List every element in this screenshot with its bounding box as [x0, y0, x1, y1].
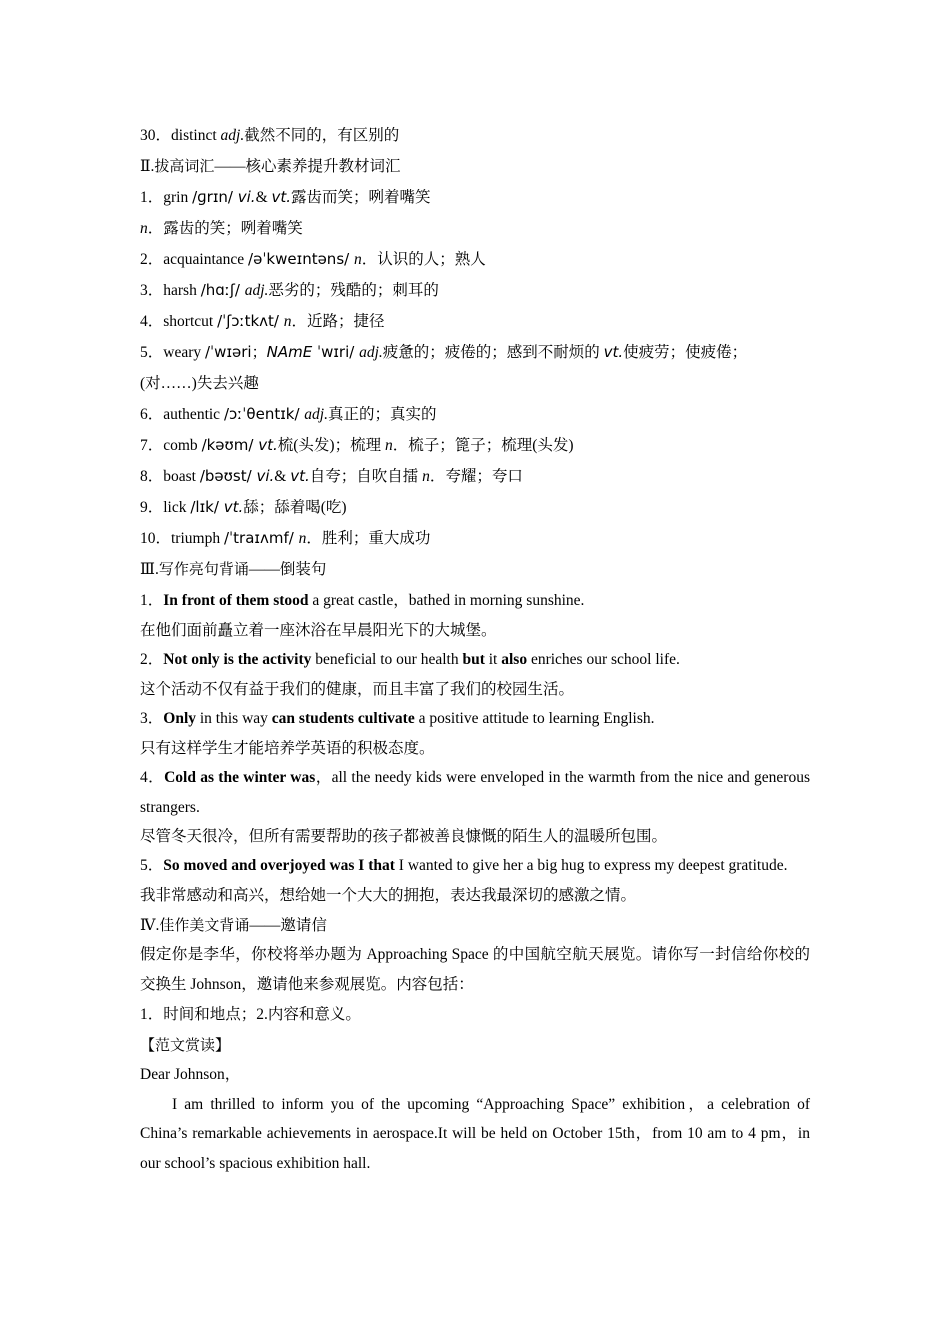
- part-of-speech: n: [422, 468, 430, 485]
- item-number: 4．: [140, 769, 165, 786]
- definition: 使疲劳；使疲倦；: [623, 344, 748, 361]
- phonetic: /hɑːʃ/: [200, 281, 245, 299]
- highlight: can students cultivate: [271, 710, 415, 727]
- document-page: [140, 120, 810, 1178]
- part-of-speech: vt.: [290, 467, 310, 485]
- sentence-text: it: [484, 651, 502, 668]
- highlight: Only: [163, 710, 196, 727]
- sentence-cn: 只有这样学生才能培养学英语的积极态度。: [140, 740, 435, 757]
- section-title: 写作亮句背诵: [158, 560, 249, 578]
- part-of-speech: vi.: [237, 188, 256, 206]
- sentence-text: a positive attitude to learning English.: [414, 710, 655, 727]
- highlight: but: [462, 651, 485, 668]
- word: 7．comb: [140, 437, 202, 454]
- sentence-text: in this way: [196, 710, 272, 727]
- conjunction: &: [255, 189, 272, 206]
- sentence-cn: 这个活动不仅有益于我们的健康，而且丰富了我们的校园生活。: [140, 681, 575, 698]
- definition: ．胜利；重大成功: [306, 530, 431, 547]
- item-number: 2．: [140, 651, 164, 668]
- vocab-item-continued: [140, 368, 810, 399]
- section-title: 拔高词汇: [154, 157, 215, 175]
- definition: (对……)失去兴趣: [140, 375, 259, 392]
- item-number: 5．: [140, 857, 164, 874]
- section-subtitle: ——邀请信: [249, 916, 327, 934]
- word: 10．triumph: [140, 530, 224, 547]
- sentence-en: [140, 645, 810, 675]
- word: 4．shortcut: [140, 313, 218, 330]
- part-of-speech: n: [353, 251, 362, 268]
- definition: ．近路；捷径: [291, 313, 385, 330]
- section-subtitle: ——核心素养提升教材词汇: [214, 158, 401, 175]
- word: 2．acquaintance: [140, 251, 249, 268]
- part-of-speech: adj.: [244, 282, 269, 299]
- part-of-speech: vt.: [223, 498, 244, 516]
- phonetic: /ˈwɪəri；: [205, 343, 267, 361]
- vocab-item: [140, 306, 810, 337]
- section-number: Ⅱ.: [140, 158, 155, 175]
- definition: ．梳子；篦子；梳理(头发): [392, 437, 574, 454]
- word: 1．grin: [140, 189, 193, 206]
- sentence-text: enriches our school life.: [527, 651, 680, 668]
- vocab-item: [140, 461, 810, 492]
- phonetic-variant-label: NAmE: [266, 343, 313, 361]
- phonetic: /lɪk/: [190, 498, 224, 516]
- word: 9．lick: [140, 499, 191, 516]
- letter-salutation: Dear Johnson，: [140, 1065, 241, 1083]
- phonetic: /əˈkweɪntəns/: [248, 250, 354, 268]
- writing-points: 1．时间和地点；2.内容和意义。: [140, 1005, 361, 1023]
- section-number: Ⅲ.: [140, 561, 159, 578]
- writing-prompt: 假定你是李华，你校将举办题为 Approaching Space 的中国航空航天展览。请你写一封信给你校的交换生 Johnson，邀请他来参观展览。内容包括：: [140, 945, 810, 993]
- definition: ．夸耀；夸口: [429, 468, 523, 485]
- definition: ．认识的人；熟人: [361, 251, 486, 268]
- highlight: Cold as the winter was: [164, 769, 316, 786]
- item-number: 1．: [140, 592, 164, 609]
- vocab-item: [140, 492, 810, 523]
- phonetic: /bəʊst/: [199, 467, 257, 485]
- model-label: 【范文赏读】: [140, 1035, 231, 1054]
- highlight: Not only is the activity: [163, 651, 312, 668]
- definition: 疲惫的；疲倦的；感到不耐烦的: [382, 344, 604, 361]
- part-of-speech: n: [140, 220, 148, 237]
- vocab-item-weary: [140, 337, 810, 368]
- sentence-cn: 尽管冬天很冷，但所有需要帮助的孩子都被善良慷慨的陌生人的温暖所包围。: [140, 828, 668, 845]
- letter-paragraph: I am thrilled to inform you of the upcoming “Approaching Space” exhibition，a celebration of China’s remarkable achievements in aerospace.It will be held on October 15th，from 10 am to 4 pm，in our school’s spacious exhibition hall.: [140, 1095, 810, 1172]
- part-of-speech: vt.: [271, 188, 292, 206]
- word: distinct: [171, 127, 221, 144]
- highlight: So moved and overjoyed was I that: [163, 857, 395, 874]
- definition: 恶劣的；残酷的；刺耳的: [268, 282, 439, 299]
- word: 6．authentic: [140, 406, 224, 423]
- vocab-item: [140, 399, 810, 430]
- item-number: 3．: [140, 710, 164, 727]
- sentence-text: a great castle，bathed in morning sunshine.: [308, 592, 585, 609]
- definition: 真正的；真实的: [327, 406, 437, 423]
- sentence-text: ，all the needy kids were enveloped in the warmth from the nice and generous strangers.: [140, 769, 810, 816]
- sentence-en: [140, 585, 810, 616]
- section-2-heading: [140, 151, 810, 182]
- word: 5．weary: [140, 344, 205, 361]
- sentence-cn: 我非常感动和高兴，想给她一个大大的拥抱，表达我最深切的感激之情。: [140, 886, 637, 904]
- part-of-speech: adj.: [304, 406, 328, 423]
- part-of-speech: n: [283, 313, 292, 330]
- definition: 截然不同的，有区别的: [244, 127, 400, 144]
- phonetic: /ɔːˈθentɪk/: [223, 405, 305, 423]
- section-number: Ⅳ.: [140, 916, 160, 934]
- sentence-text: beneficial to our health: [311, 651, 463, 668]
- section-title: 佳作美文背诵: [159, 915, 250, 934]
- sentence-cn: 在他们面前矗立着一座沐浴在早晨阳光下的大城堡。: [140, 622, 497, 639]
- sentence-text: I wanted to give her a big hug to express my deepest gratitude.: [394, 857, 788, 874]
- phonetic: /ˈʃɔːtkʌt/: [217, 312, 284, 330]
- vocab-item: [140, 523, 810, 554]
- vocab-item-continued: [140, 213, 810, 244]
- part-of-speech: n: [298, 530, 307, 547]
- vocab-item: [140, 182, 810, 213]
- phonetic: /kəʊm/: [201, 436, 259, 454]
- vocab-item-30: [140, 120, 810, 151]
- vocab-item: [140, 430, 810, 461]
- sentence-en: [140, 763, 810, 822]
- definition: 自夸；自吹自擂: [309, 468, 423, 485]
- word: 8．boast: [140, 468, 200, 485]
- section-3-heading: [140, 554, 810, 585]
- conjunction: &: [274, 468, 291, 485]
- part-of-speech: n: [384, 437, 393, 454]
- definition: 梳(头发)；梳理: [277, 437, 385, 454]
- sentence-en: [140, 851, 810, 881]
- part-of-speech: adj.: [220, 127, 245, 144]
- part-of-speech: vt.: [258, 436, 278, 454]
- phonetic: /ɡrɪn/: [192, 188, 238, 206]
- phonetic: /ˈtraɪʌmf/: [223, 529, 299, 547]
- vocab-item: [140, 275, 810, 306]
- part-of-speech: vi.: [256, 467, 275, 485]
- definition: 露齿而笑；咧着嘴笑: [291, 189, 431, 206]
- item-number: 30．: [140, 127, 172, 144]
- vocab-item: [140, 244, 810, 275]
- highlight: In front of them stood: [163, 592, 309, 609]
- highlight: also: [501, 651, 528, 668]
- part-of-speech: vt.: [603, 343, 624, 361]
- section-4-heading: [140, 910, 810, 940]
- word: 3．harsh: [140, 282, 201, 299]
- section-subtitle: ——倒装句: [248, 561, 327, 578]
- phonetic: ˈwɪri/: [312, 343, 360, 361]
- sentence-en: [140, 704, 810, 734]
- part-of-speech: adj.: [359, 344, 383, 361]
- definition: 舔；舔着喝(吃): [243, 499, 347, 516]
- definition: ．露齿的笑；咧着嘴笑: [147, 220, 303, 237]
